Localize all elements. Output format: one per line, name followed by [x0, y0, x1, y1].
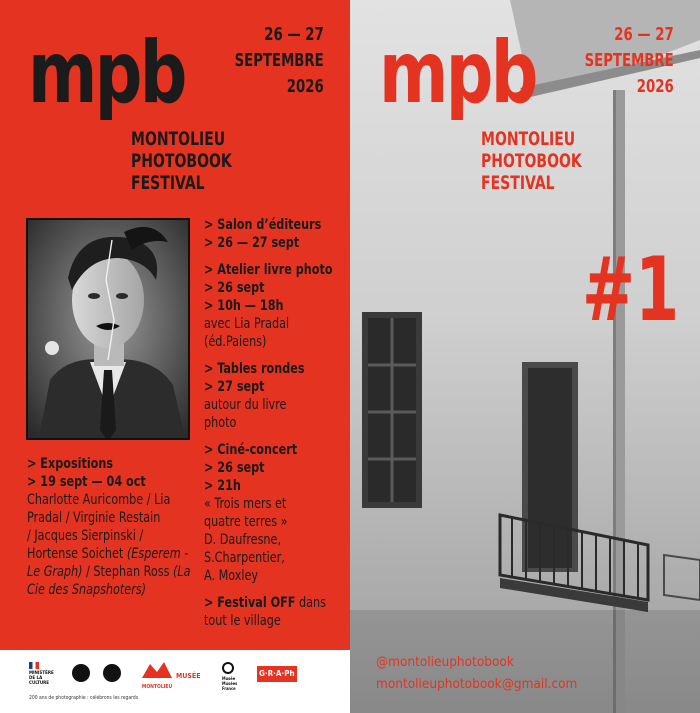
expositions-date: > 19 sept — 04 oct	[27, 474, 146, 490]
cine-date: > 26 sept	[204, 460, 265, 476]
tables-detail: photo	[204, 415, 237, 431]
instagram-handle[interactable]: @montolieuphotobook	[376, 654, 514, 670]
off-tail: dans	[295, 595, 326, 611]
cine-time: > 21h	[204, 478, 241, 494]
cine-detail: « Trois mers et	[204, 496, 287, 512]
artists-line: Pradal / Virginie Restain	[27, 510, 161, 526]
off-detail: tout le village	[204, 613, 281, 629]
festival-name-red: MONTOLIEU PHOTOBOOK FESTIVAL	[481, 128, 582, 194]
musees-france-logo: Musée Musées France	[222, 662, 244, 690]
circle-logo-icon	[103, 664, 121, 682]
atelier-time: > 10h — 18h	[204, 298, 284, 314]
artists-line: / Jacques Sierpinski /	[27, 528, 144, 544]
artists-line: Hortense Soichet (Esperem -	[27, 546, 189, 562]
cine-title: > Ciné-concert	[204, 442, 298, 458]
salon-title: > Salon d’éditeurs	[204, 217, 322, 233]
ministere-logo: MINISTÈRE DE LA CULTURE	[29, 662, 59, 688]
cine-detail: S.Charpentier,	[204, 550, 285, 566]
atelier-title: > Atelier livre photo	[204, 262, 333, 278]
right-panel	[350, 0, 700, 713]
contacts	[376, 651, 577, 695]
montolieu-logo: MONTOLIEU	[140, 660, 174, 688]
atelier-date: > 26 sept	[204, 280, 265, 296]
edition-number: #1	[582, 238, 680, 341]
festival-name: MONTOLIEU PHOTOBOOK FESTIVAL	[131, 128, 232, 194]
festival-logo-mpb: mpb	[28, 23, 185, 123]
atelier-detail: avec Lia Pradal	[204, 316, 290, 332]
circle-logo-icon	[72, 664, 90, 682]
salon-date: > 26 — 27 sept	[204, 235, 300, 251]
program-column	[204, 216, 342, 630]
graph-logo: G·R·A·Ph CMI	[257, 666, 297, 682]
tables-detail: autour du livre	[204, 397, 287, 413]
musee-logo: MUSÉE	[176, 672, 201, 680]
portrait-photo	[26, 218, 190, 440]
cine-detail: A. Moxley	[204, 568, 259, 584]
left-panel	[0, 0, 350, 650]
expositions-block	[27, 455, 199, 599]
tables-title: > Tables rondes	[204, 361, 305, 377]
off-title: > Festival OFF	[204, 595, 296, 611]
off-title-line	[204, 594, 342, 612]
cine-detail: quatre terres »	[204, 514, 288, 530]
tables-date: > 27 sept	[204, 379, 265, 395]
partner-logos	[0, 650, 350, 713]
festival-logo-mpb-red: mpb	[379, 23, 536, 123]
logo-caption: 200 ans de photographie : célébrons les regards	[29, 695, 139, 701]
artists-line: Charlotte Auricombe / Lia	[27, 492, 171, 508]
atelier-detail: (éd.Paiens)	[204, 334, 267, 350]
cine-detail: D. Daufresne,	[204, 532, 282, 548]
artists-line: Cie des Snapshoters)	[27, 582, 147, 598]
festival-dates: 26 — 27 SEPTEMBRE 2026	[234, 24, 324, 97]
artists-line: Le Graph) / Stephan Ross (La	[27, 564, 191, 580]
expositions-title: > Expositions	[27, 456, 114, 472]
festival-dates-red: 26 — 27 SEPTEMBRE 2026	[584, 24, 674, 97]
email-address[interactable]: montolieuphotobook@gmail.com	[376, 676, 578, 692]
